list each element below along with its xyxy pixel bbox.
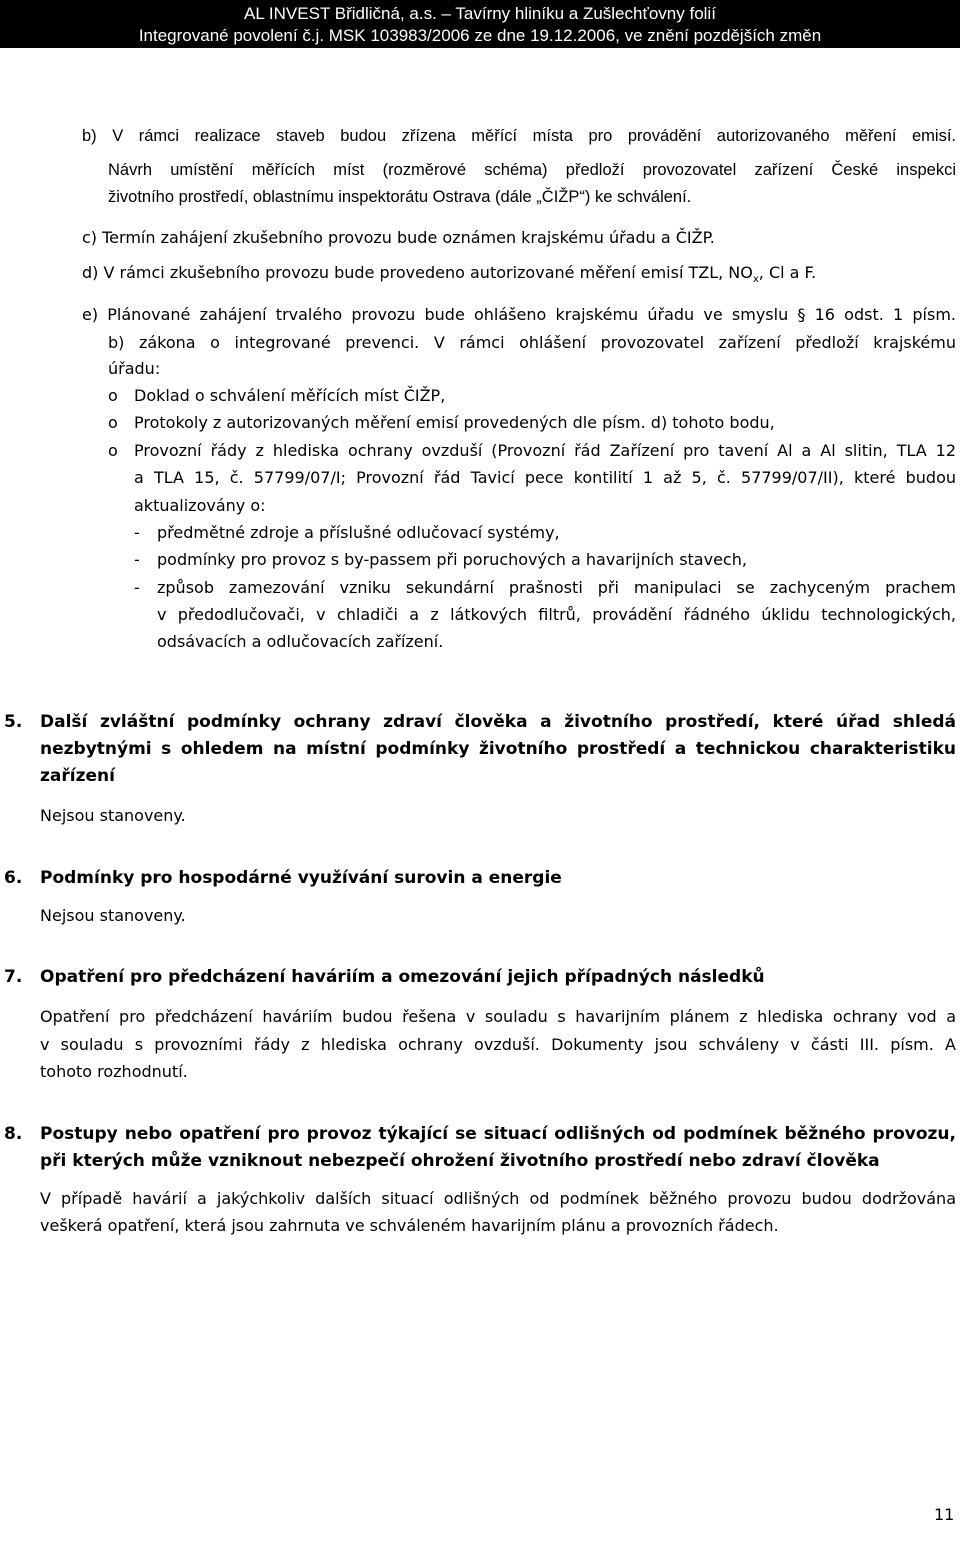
dash-item-2: podmínky pro provoz s by-passem při poruchových a havarijních stavech, [157, 550, 747, 569]
dash-marker-1: - [134, 523, 140, 542]
section-5-title-line-3: zařízení [40, 766, 115, 786]
bullet-marker-2: o [108, 413, 118, 432]
section-5-title-line-2: nezbytnými s ohledem na místní podmínky životního prostředí a technickou charakteristiku [40, 739, 956, 759]
item-d [82, 263, 817, 286]
header-line-2: Integrované povolení č.j. MSK 103983/2006 ze dne 19.12.2006, ve znění pozdějších změn [138, 26, 822, 45]
item-d-subscript: x [752, 274, 759, 286]
section-8-body-line-2: veškerá opatření, která jsou zahrnuta ve schváleném havarijním plánu a provozních řádech. [40, 1216, 779, 1235]
dash-marker-2: - [134, 550, 140, 569]
section-5-body: Nejsou stanoveny. [40, 806, 186, 825]
item-c: c) Termín zahájení zkušebního provozu bude oznámen krajskému úřadu a ČIŽP. [82, 228, 715, 247]
dash-marker-3: - [134, 578, 140, 597]
item-e-line-2: b) zákona o integrované prevenci. V rámci ohlášení provozovatel zařízení předloží krajskému [108, 333, 956, 352]
section-6-body: Nejsou stanoveny. [40, 906, 186, 925]
item-e-line-1: e) Plánované zahájení trvalého provozu bude ohlášeno krajskému úřadu ve smyslu § 16 odst. 1 písm. [82, 305, 956, 324]
item-b-line-3: životního prostředí, oblastnímu inspektorátu Ostrava (dále „ČIŽP“) ke schválení. [108, 188, 692, 206]
bullet-item-3-line-1: Provozní řády z hlediska ochrany ovzduší (Provozní řád Zařízení pro tavení Al a Al slitin, TLA 12 [134, 441, 956, 460]
section-7-number: 7. [4, 967, 23, 987]
page-header [0, 0, 960, 48]
page-number: 11 [934, 1505, 955, 1524]
section-5-number: 5. [4, 712, 23, 732]
item-b-line-1: b) V rámci realizace staveb budou zřízena měřící místa pro provádění autorizovaného měření emisí. [82, 127, 956, 145]
section-8-title-line-2: při kterých může vzniknout nebezpečí ohrožení životního prostředí nebo zdraví člověka [40, 1151, 880, 1171]
section-6-number: 6. [4, 868, 23, 888]
dash-item-3-line-1: způsob zamezování vzniku sekundární prašnosti při manipulaci se zachyceným prachem [157, 578, 956, 597]
section-8-title-line-1: Postupy nebo opatření pro provoz týkající se situací odlišných od podmínek běžného provozu, [40, 1124, 956, 1144]
item-d-text-end: , Cl a F. [758, 263, 817, 282]
section-7-body-line-1: Opatření pro předcházení haváriím budou řešena v souladu s havarijním plánem z hlediska ochrany vod a [40, 1007, 956, 1026]
bullet-marker-3: o [108, 441, 118, 460]
bullet-item-3-line-2: a TLA 15, č. 57799/07/I; Provozní řád Tavicí pece kontilití 1 až 5, č. 57799/07/II), které budou [134, 468, 956, 487]
section-8-number: 8. [4, 1124, 23, 1144]
item-d-text: d) V rámci zkušebního provozu bude provedeno autorizované měření emisí TZL, NO [82, 263, 753, 282]
section-8-body-line-1: V případě havárií a jakýchkoliv dalších situací odlišných od podmínek běžného provozu budou dodržována [40, 1189, 956, 1208]
item-e-line-3: úřadu: [108, 359, 161, 378]
bullet-item-2: Protokoly z autorizovaných měření emisí provedených dle písm. d) tohoto bodu, [134, 413, 775, 432]
bullet-item-1: Doklad o schválení měřících míst ČIŽP, [134, 386, 446, 405]
section-7-body-line-2: v souladu s provozními řády z hlediska ochrany ovzduší. Dokumenty jsou schváleny v části III. písm. A [40, 1035, 956, 1054]
item-b-line-2: Návrh umístění měřících míst (rozměrové schéma) předloží provozovatel zařízení České inspekci [108, 161, 956, 179]
header-line-1: AL INVEST Břidličná, a.s. – Tavírny hliníku a Zušlechťovny folií [244, 4, 716, 23]
section-6-title: Podmínky pro hospodárné využívání surovin a energie [40, 868, 562, 888]
dash-item-3-line-3: odsávacích a odlučovacích zařízení. [157, 632, 444, 651]
dash-item-1: předmětné zdroje a příslušné odlučovací systémy, [157, 523, 560, 542]
section-5-title-line-1: Další zvláštní podmínky ochrany zdraví člověka a životního prostředí, které úřad shledá [40, 712, 956, 732]
section-7-body-line-3: tohoto rozhodnutí. [40, 1062, 188, 1081]
bullet-item-3-line-3: aktualizovány o: [134, 496, 266, 515]
dash-item-3-line-2: v předodlučovači, v chladiči a z látkových filtrů, provádění řádného úklidu technologických, [157, 605, 956, 624]
section-7-title: Opatření pro předcházení haváriím a omezování jejich případných následků [40, 967, 765, 987]
bullet-marker-1: o [108, 386, 118, 405]
